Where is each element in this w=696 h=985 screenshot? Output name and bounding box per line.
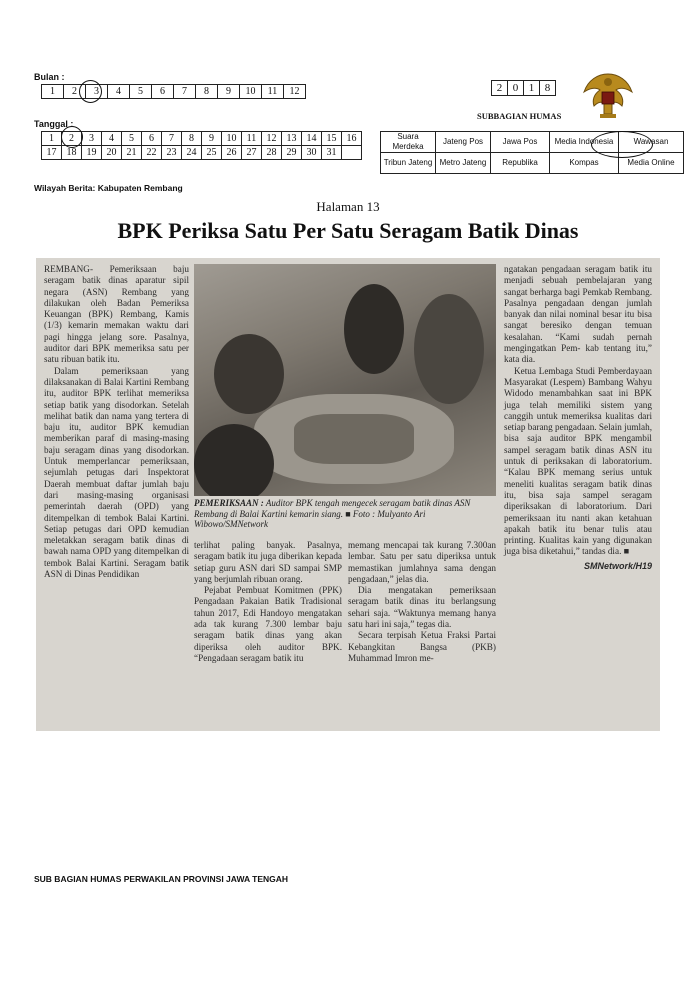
article-signature: SMNetwork/H19 [583,560,652,571]
tanggal-cell-21: 21 [122,146,142,160]
article-col1-p2: Dalam pemeriksaan yang dilaksanakan di Balai Kartini Rembang itu, auditor BPK terlihat memeriksa setiap batik yang disodorkan. Setelah melihat batik dan nama yang tertera di baju itu, auditor BPK kemudian memberikan paraf di masing-masing baju seragam dinas yang disodorkan. Untuk memperlancar pemeriksaan, sejumlah petugas dari Inspektorat Daerah membuat daftar jumlah baju dari masing-masing organisasi pemerintah daerah (OPD) yang ditempelkan di tembok Balai Kartini. Setiap petugas dari OPD kemudian meletakkan seragam batik dinas di bawah nama OPD yang ditempelkan di tembok Balai Kartini. Seragam batik ASN di Dinas Pendidikan [44,365,189,580]
tanggal-cell-empty [342,146,362,160]
media-cell-jateng-pos: Jateng Pos [436,132,491,153]
article-col2-p1: terlihat paling banyak. Pasalnya, seragam batik itu juga diberikan kepada setiap guru ASN dari SD sampai SMP yang berjumlah ribuan orang. [194,540,342,584]
org-label: SUBBAGIAN HUMAS [477,111,562,121]
year-digit: 8 [540,81,556,96]
tanggal-cell-13: 13 [282,132,302,146]
tanggal-cell-17: 17 [42,146,62,160]
article-column-1 [44,264,189,580]
tanggal-cell-28: 28 [262,146,282,160]
tanggal-cell-24: 24 [182,146,202,160]
tanggal-cell-31: 31 [322,146,342,160]
news-clipping [36,258,660,731]
bulan-cell-3: 3 [86,85,108,99]
media-cell-kompas: Kompas [550,153,619,174]
media-cell-republika: Republika [491,153,550,174]
tanggal-cell-11: 11 [242,132,262,146]
year-table [491,80,556,96]
tanggal-label: Tanggal : [34,119,74,129]
media-selected-circle [591,131,653,158]
article-column-4 [504,264,652,572]
media-cell-tribun-jateng: Tribun Jateng [381,153,436,174]
caption-lead: PEMERIKSAAN : [194,498,264,508]
photo-caption [194,498,496,530]
tanggal-cell-4: 4 [102,132,122,146]
tanggal-cell-3: 3 [82,132,102,146]
tanggal-cell-12: 12 [262,132,282,146]
wilayah-label: Wilayah Berita: Kabupaten Rembang [34,183,183,193]
media-cell-metro-jateng: Metro Jateng [436,153,491,174]
tanggal-cell-30: 30 [302,146,322,160]
bulan-label: Bulan : [34,72,65,82]
tanggal-cell-9: 9 [202,132,222,146]
tanggal-cell-15: 15 [322,132,342,146]
bulan-cell-5: 5 [130,85,152,99]
media-cell-media-online: Media Online [619,153,684,174]
bulan-selected-circle [79,80,102,103]
tanggal-cell-6: 6 [142,132,162,146]
bulan-cell-11: 11 [262,85,284,99]
headline: BPK Periksa Satu Per Satu Seragam Batik Dinas [117,218,579,243]
tanggal-cell-29: 29 [282,146,302,160]
tanggal-cell-20: 20 [102,146,122,160]
article-col4-p1: ngatakan pengadaan seragam batik itu menjadi sebuah pembelajaran yang sangat berharga bagi Pemkab Rembang. Pasalnya pengadaan dengan jumlah banyak dan nilai nominal besar itu bisa sangat beresiko dengan temuan kesalahan. “Kami sudah pernah mengingatkan Pem- kab tentang itu,” kata dia. [504,264,652,365]
article-col4-p2: Ketua Lembaga Studi Pemberdayaan Masyarakat (Lespem) Bambang Wahyu Widodo menambahkan saat ini BPK juga telah memiliki sistem yang canggih untuk memeriksa kualitas dari setiap barang pengadaan. Selain jumlah, bisa saja auditor BPK mengambil sampel seragam batik dinas ASN itu untuk di periksakan di laboratorium. “Kalau BPK memang serius untuk meneliti kualitas seragam batik dinas itu, bisa saja sampel seragam diperiksakan di laboratorium. Dari pemeriksaan itu nanti akan ketahuan apakah batik itu benar tulis atau printing. Kualitas kain yang digunakan juga bisa diketahui,” tandas dia. ■ [504,365,652,557]
tanggal-cell-7: 7 [162,132,182,146]
caption-text: Auditor BPK tengah mengecek seragam batik dinas ASN Rembang di Balai Kartini kemarin siang. ■ Foto : Mulyanto Ari Wibowo/SMNetwork [194,498,471,529]
tanggal-cell-5: 5 [122,132,142,146]
tanggal-cell-8: 8 [182,132,202,146]
tanggal-cell-14: 14 [302,132,322,146]
tanggal-cell-27: 27 [242,146,262,160]
garuda-emblem-icon [580,68,636,122]
tanggal-cell-2: 2 [62,132,82,146]
tanggal-cell-26: 26 [222,146,242,160]
halaman-label: Halaman 13 [316,199,380,214]
article-col1-p1: REMBANG- Pemeriksaan baju seragam batik dinas aparatur sipil negara (ASN) Rembang yang dilakukan oleh Badan Pemeriksa Keuangan (BPK) Rembang, Kamis (1/3) kemarin memakan waktu dari pagi hingga jelang sore. Pasalnya, auditor dari BPK memeriksa satu per satu ribuan batik itu. [44,264,189,365]
bulan-cell-2: 2 [64,85,86,99]
article-column-2 [194,540,342,664]
bulan-cell-7: 7 [174,85,196,99]
article-col2-p2: Pejabat Pembuat Komitmen (PPK) Pengadaan Pakaian Batik Tradisional tahun 2017, Edi Handoyo mengatakan ada tak kurang 7.300 lembar baju seragam batik dinas yang akan diperiksa oleh auditor BPK. “Pengadaan seragam batik itu [194,585,342,663]
bulan-cell-10: 10 [240,85,262,99]
article-col3-p1: memang mencapai tak kurang 7.300an lembar. Satu per satu diperiksa untuk memastikan jumlahnya sama dengan pengadaan,” jelas dia. [348,540,496,584]
tanggal-cell-25: 25 [202,146,222,160]
tanggal-cell-16: 16 [342,132,362,146]
media-cell-media-indonesia: Media Indonesia [550,132,619,153]
media-cell-wawasan: Wawasan [619,132,684,153]
article-column-3 [348,540,496,664]
bulan-cell-6: 6 [152,85,174,99]
media-cell-suara-merdeka: Suara Merdeka [381,132,436,153]
year-digit: 2 [492,81,508,96]
article-photo [194,264,496,496]
bulan-cell-4: 4 [108,85,130,99]
tanggal-selected-circle [61,126,83,148]
bulan-cell-9: 9 [218,85,240,99]
year-digit: 1 [524,81,540,96]
tanggal-table [41,131,362,160]
article-col3-p2: Dia mengatakan pemeriksaan seragam batik dinas itu berlangsung sehari saja. “Waktunya memang hanya satu hari ini saja,” tegas dia. [348,585,496,630]
tanggal-cell-19: 19 [82,146,102,160]
bulan-cell-12: 12 [284,85,306,99]
tanggal-cell-18: 18 [62,146,82,160]
tanggal-cell-22: 22 [142,146,162,160]
tanggal-cell-1: 1 [42,132,62,146]
bulan-cell-1: 1 [42,85,64,99]
article-col3-p3: Secara terpisah Ketua Fraksi Partai Kebangkitan Bangsa (PKB) Muhammad Imron me- [348,630,496,663]
tanggal-cell-10: 10 [222,132,242,146]
media-cell-jawa-pos: Jawa Pos [491,132,550,153]
tanggal-cell-23: 23 [162,146,182,160]
bulan-cell-8: 8 [196,85,218,99]
footer-label: SUB BAGIAN HUMAS PERWAKILAN PROVINSI JAWA TENGAH [34,874,289,884]
year-digit: 0 [508,81,524,96]
